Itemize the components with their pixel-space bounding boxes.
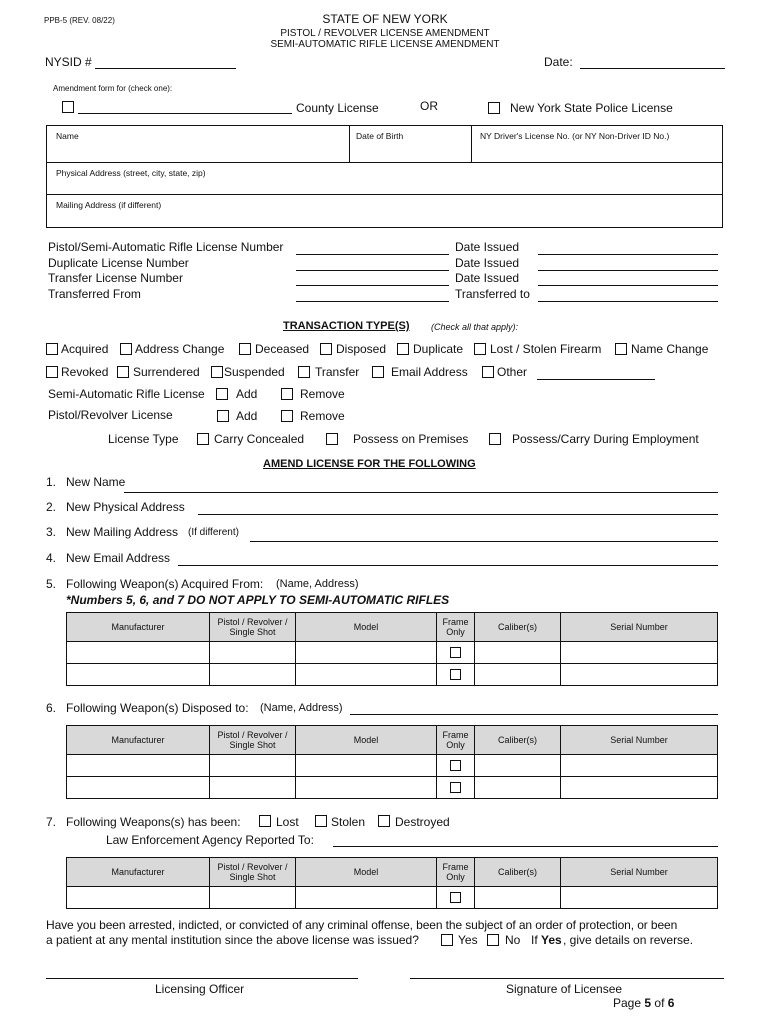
stolen-label: Stolen xyxy=(331,815,366,829)
table-row xyxy=(67,777,718,799)
lost-stolen-checkbox[interactable] xyxy=(474,343,486,355)
table-row xyxy=(67,642,718,664)
question-yes-checkbox[interactable] xyxy=(441,934,453,946)
serial-cell[interactable] xyxy=(561,642,718,664)
col-manufacturer: Manufacturer xyxy=(67,858,210,887)
date-issued-label-3: Date Issued xyxy=(455,271,520,285)
model-cell[interactable] xyxy=(296,755,437,777)
stolen-checkbox[interactable] xyxy=(315,815,327,827)
col-caliber: Caliber(s) xyxy=(475,726,561,755)
caliber-cell[interactable] xyxy=(475,642,561,664)
lost-label: Lost xyxy=(276,815,299,829)
frame-only-cell xyxy=(437,642,475,664)
license-no-field-label[interactable]: NY Driver's License No. (or NY Non-Driver ID No.) xyxy=(480,131,670,141)
manufacturer-cell[interactable] xyxy=(67,642,210,664)
type-cell[interactable] xyxy=(210,755,296,777)
frame-only-checkbox[interactable] xyxy=(450,647,461,658)
date-issued-label-1: Date Issued xyxy=(455,240,520,254)
nysid-field[interactable] xyxy=(95,68,236,69)
col-model: Model xyxy=(296,858,437,887)
agency-reported-label: Law Enforcement Agency Reported To: xyxy=(106,833,314,847)
page-of: of xyxy=(654,996,665,1010)
suspended-checkbox[interactable] xyxy=(211,366,223,378)
criminal-question-line2: a patient at any mental institution since the above license was issued? xyxy=(46,933,419,947)
duplicate-license-field[interactable] xyxy=(296,270,449,271)
item-4-num: 4. xyxy=(46,551,57,565)
question-no-label: No xyxy=(505,933,521,947)
question-yes-label: Yes xyxy=(458,933,478,947)
surrendered-label: Surrendered xyxy=(133,365,200,379)
possess-premises-checkbox[interactable] xyxy=(326,433,338,445)
col-model: Model xyxy=(296,613,437,642)
item-7-label: Following Weapons(s) has been: xyxy=(66,815,241,829)
name-field-label[interactable]: Name xyxy=(56,131,79,141)
transfer-license-field[interactable] xyxy=(296,285,449,286)
revoked-label: Revoked xyxy=(61,365,109,379)
transferred-from-label: Transferred From xyxy=(48,287,141,301)
type-cell[interactable] xyxy=(210,642,296,664)
page-number xyxy=(613,996,674,1010)
manufacturer-cell[interactable] xyxy=(67,887,210,909)
date-issued-field-1[interactable] xyxy=(538,254,718,255)
manufacturer-cell[interactable] xyxy=(67,755,210,777)
form-title-line1: PISTOL / REVOLVER LICENSE AMENDMENT xyxy=(280,28,490,39)
col-type: Pistol / Revolver / Single Shot xyxy=(210,726,296,755)
license-number-field[interactable] xyxy=(296,254,449,255)
possess-premises-label: Possess on Premises xyxy=(353,432,469,446)
item-7-num: 7. xyxy=(46,815,57,829)
manufacturer-cell[interactable] xyxy=(67,777,210,799)
pistol-remove-label: Remove xyxy=(300,409,345,423)
amend-title: AMEND LICENSE FOR THE FOLLOWING xyxy=(263,458,476,470)
item-2-label: New Physical Address xyxy=(66,500,185,514)
caliber-cell[interactable] xyxy=(475,664,561,686)
surrendered-checkbox[interactable] xyxy=(117,366,129,378)
frame-only-cell xyxy=(437,887,475,909)
other-label: Other xyxy=(497,365,528,379)
carry-concealed-checkbox[interactable] xyxy=(197,433,209,445)
item-4-label: New Email Address xyxy=(66,551,171,565)
page-prefix: Page xyxy=(613,996,642,1010)
new-name-field[interactable] xyxy=(124,492,718,493)
item-3-note: (If different) xyxy=(188,527,239,538)
address-change-label: Address Change xyxy=(135,342,225,356)
duplicate-license-label: Duplicate License Number xyxy=(48,256,189,270)
caliber-cell[interactable] xyxy=(475,755,561,777)
agency-reported-field[interactable] xyxy=(333,846,718,847)
acquired-weapons-table xyxy=(66,612,718,686)
serial-cell[interactable] xyxy=(561,887,718,909)
new-email-field[interactable] xyxy=(178,565,718,566)
item-6-num: 6. xyxy=(46,701,57,715)
date-label: Date: xyxy=(544,55,573,69)
form-title-line2: SEMI-AUTOMATIC RIFLE LICENSE AMENDMENT xyxy=(270,39,500,50)
model-cell[interactable] xyxy=(296,777,437,799)
semi-auto-add-checkbox[interactable] xyxy=(216,388,228,400)
item-5-note: (Name, Address) xyxy=(276,578,359,590)
item-3-label: New Mailing Address xyxy=(66,525,179,539)
serial-cell[interactable] xyxy=(561,755,718,777)
county-license-checkbox[interactable] xyxy=(62,101,74,113)
col-serial: Serial Number xyxy=(561,613,718,642)
licensing-officer-signature-line[interactable] xyxy=(46,978,358,979)
caliber-cell[interactable] xyxy=(475,887,561,909)
disposed-label: Disposed xyxy=(336,342,387,356)
or-label: OR xyxy=(420,99,438,113)
pistol-add-label: Add xyxy=(236,409,258,423)
revoked-checkbox[interactable] xyxy=(46,366,58,378)
deceased-checkbox[interactable] xyxy=(239,343,251,355)
if-yes-prefix: If xyxy=(531,933,538,947)
duplicate-label: Duplicate xyxy=(413,342,464,356)
duplicate-checkbox[interactable] xyxy=(397,343,409,355)
frame-only-checkbox[interactable] xyxy=(450,892,461,903)
other-field[interactable] xyxy=(537,379,655,380)
item-5-num: 5. xyxy=(46,577,57,591)
table-row xyxy=(67,887,718,909)
item-1-label: New Name xyxy=(66,475,126,489)
nysid-label: NYSID # xyxy=(45,55,92,69)
mailing-address-field-label[interactable]: Mailing Address (if different) xyxy=(56,200,162,210)
frame-only-checkbox[interactable] xyxy=(450,669,461,680)
page-current: 5 xyxy=(644,996,652,1010)
type-cell[interactable] xyxy=(210,777,296,799)
frame-only-cell xyxy=(437,664,475,686)
col-caliber: Caliber(s) xyxy=(475,613,561,642)
date-issued-label-2: Date Issued xyxy=(455,256,520,270)
state-police-label: New York State Police License xyxy=(510,101,673,115)
transferred-to-field[interactable] xyxy=(538,301,718,302)
item-6-label: Following Weapon(s) Disposed to: xyxy=(66,701,249,715)
disposed-checkbox[interactable] xyxy=(320,343,332,355)
lost-weapons-table xyxy=(66,857,718,909)
type-cell[interactable] xyxy=(210,664,296,686)
pistol-remove-checkbox[interactable] xyxy=(281,410,293,422)
if-yes-bold: Yes xyxy=(541,933,562,947)
suspended-label: Suspended xyxy=(224,365,285,379)
serial-cell[interactable] xyxy=(561,777,718,799)
possess-employment-checkbox[interactable] xyxy=(489,433,501,445)
name-change-label: Name Change xyxy=(631,342,709,356)
licensee-signature-label: Signature of Licensee xyxy=(506,982,623,996)
carry-concealed-label: Carry Concealed xyxy=(214,432,305,446)
email-address-checkbox[interactable] xyxy=(372,366,384,378)
col-caliber: Caliber(s) xyxy=(475,858,561,887)
item-2-num: 2. xyxy=(46,500,57,514)
destroyed-checkbox[interactable] xyxy=(378,815,390,827)
email-address-label: Email Address xyxy=(391,365,468,379)
disposed-to-field[interactable] xyxy=(350,714,718,715)
frame-only-cell xyxy=(437,777,475,799)
acquired-checkbox[interactable] xyxy=(46,343,58,355)
acquired-label: Acquired xyxy=(61,342,109,356)
date-issued-field-3[interactable] xyxy=(538,285,718,286)
pistol-add-checkbox[interactable] xyxy=(217,410,229,422)
licensing-officer-label: Licensing Officer xyxy=(155,982,245,996)
state-police-checkbox[interactable] xyxy=(488,102,500,114)
item-6-note: (Name, Address) xyxy=(260,702,343,714)
county-name-field[interactable] xyxy=(78,113,292,114)
col-manufacturer: Manufacturer xyxy=(67,726,210,755)
licensee-signature-line[interactable] xyxy=(410,978,724,979)
item-1-num: 1. xyxy=(46,475,57,489)
col-frame-only: Frame Only xyxy=(437,858,475,887)
form-id: PPB-5 (REV. 08/22) xyxy=(44,16,115,25)
destroyed-label: Destroyed xyxy=(395,815,450,829)
name-change-checkbox[interactable] xyxy=(615,343,627,355)
applicant-info-box xyxy=(46,125,723,228)
other-checkbox[interactable] xyxy=(482,366,494,378)
pistol-license-label: Pistol/Revolver License xyxy=(48,408,173,422)
transfer-license-label: Transfer License Number xyxy=(48,271,183,285)
model-cell[interactable] xyxy=(296,642,437,664)
transferred-from-field[interactable] xyxy=(296,301,449,302)
caliber-cell[interactable] xyxy=(475,777,561,799)
state-title: STATE OF NEW YORK xyxy=(322,12,448,26)
frame-only-checkbox[interactable] xyxy=(450,782,461,793)
model-cell[interactable] xyxy=(296,887,437,909)
possess-employment-label: Possess/Carry During Employment xyxy=(512,432,699,446)
lost-stolen-label: Lost / Stolen Firearm xyxy=(490,342,602,356)
col-manufacturer: Manufacturer xyxy=(67,613,210,642)
manufacturer-cell[interactable] xyxy=(67,664,210,686)
transaction-type-hint: (Check all that apply): xyxy=(431,322,519,332)
address-change-checkbox[interactable] xyxy=(120,343,132,355)
semi-auto-license-label: Semi-Automatic Rifle License xyxy=(48,387,205,401)
question-no-checkbox[interactable] xyxy=(487,934,499,946)
transferred-to-label: Transferred to xyxy=(455,287,530,301)
col-serial: Serial Number xyxy=(561,858,718,887)
semi-auto-remove-checkbox[interactable] xyxy=(281,388,293,400)
date-field[interactable] xyxy=(580,68,725,69)
criminal-question-line1: Have you been arrested, indicted, or convicted of any criminal offense, been the subject of an order of protection, or been xyxy=(46,918,678,932)
semi-auto-add-label: Add xyxy=(236,387,258,401)
transfer-checkbox[interactable] xyxy=(298,366,310,378)
item-5-label: Following Weapon(s) Acquired From: xyxy=(66,577,264,591)
table-row xyxy=(67,755,718,777)
transfer-label: Transfer xyxy=(315,365,360,379)
col-frame-only: Frame Only xyxy=(437,613,475,642)
col-type: Pistol / Revolver / Single Shot xyxy=(210,858,296,887)
serial-cell[interactable] xyxy=(561,664,718,686)
page-total: 6 xyxy=(667,996,675,1010)
col-model: Model xyxy=(296,726,437,755)
new-physical-address-field[interactable] xyxy=(198,514,718,515)
disposed-weapons-table xyxy=(66,725,718,799)
deceased-label: Deceased xyxy=(255,342,310,356)
frame-only-checkbox[interactable] xyxy=(450,760,461,771)
col-type: Pistol / Revolver / Single Shot xyxy=(210,613,296,642)
type-cell[interactable] xyxy=(210,887,296,909)
new-mailing-address-field[interactable] xyxy=(250,541,718,542)
license-number-label: Pistol/Semi-Automatic Rifle License Number xyxy=(48,240,284,254)
dob-field-label[interactable]: Date of Birth xyxy=(356,131,404,141)
semi-auto-warning: *Numbers 5, 6, and 7 DO NOT APPLY TO SEMI-AUTOMATIC RIFLES xyxy=(66,593,450,607)
amendment-for-label: Amendment form for (check one): xyxy=(53,84,173,93)
license-type-label: License Type xyxy=(108,432,179,446)
frame-only-cell xyxy=(437,755,475,777)
item-3-num: 3. xyxy=(46,525,57,539)
physical-address-field-label[interactable]: Physical Address (street, city, state, zip) xyxy=(56,168,206,178)
table-row xyxy=(67,664,718,686)
if-yes-suffix: , give details on reverse. xyxy=(563,933,694,947)
county-license-label: County License xyxy=(296,101,379,115)
date-issued-field-2[interactable] xyxy=(538,270,718,271)
model-cell[interactable] xyxy=(296,664,437,686)
col-frame-only: Frame Only xyxy=(437,726,475,755)
col-serial: Serial Number xyxy=(561,726,718,755)
semi-auto-remove-label: Remove xyxy=(300,387,345,401)
transaction-type-title: TRANSACTION TYPE(S) xyxy=(283,320,410,332)
lost-checkbox[interactable] xyxy=(259,815,271,827)
